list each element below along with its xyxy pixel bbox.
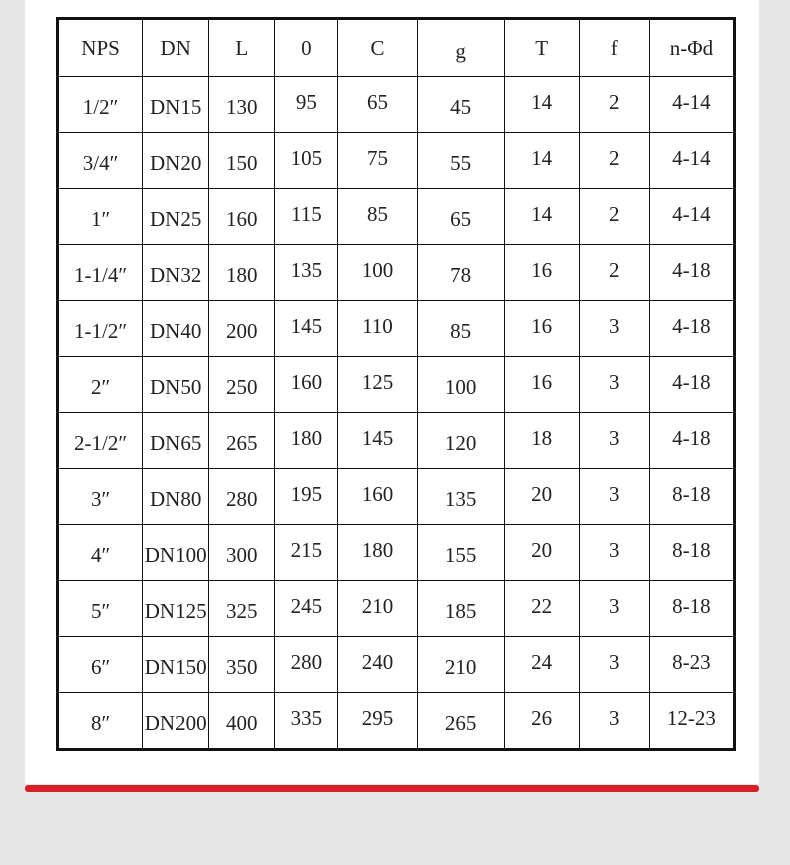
cell-value: 2 <box>609 202 620 226</box>
cell-value: 8-18 <box>672 594 711 618</box>
header-o: 0 <box>275 19 338 77</box>
cell-t <box>504 693 579 750</box>
cell-nps <box>58 413 143 469</box>
cell-value: 8-18 <box>672 482 711 506</box>
cell-dn <box>143 637 209 693</box>
cell-c <box>338 133 417 189</box>
cell-c <box>338 301 417 357</box>
cell-f <box>579 525 649 581</box>
cell-value: 120 <box>444 431 477 455</box>
cell-value: 22 <box>531 594 553 618</box>
cell-f <box>579 357 649 413</box>
cell-t <box>504 133 579 189</box>
cell-value: 180 <box>290 426 323 450</box>
cell-value: DN32 <box>150 263 202 287</box>
cell-n-phi-d <box>649 469 734 525</box>
cell-f <box>579 133 649 189</box>
cell-n-phi-d <box>649 581 734 637</box>
cell-n-phi-d <box>649 413 734 469</box>
cell-value: 14 <box>531 202 553 226</box>
cell-value: 4-18 <box>672 370 711 394</box>
cell-value: 85 <box>366 202 388 226</box>
header-c: C <box>338 19 417 77</box>
cell-c <box>338 693 417 750</box>
cell-nps <box>58 581 143 637</box>
cell-value: 210 <box>361 594 394 618</box>
cell-nps <box>58 637 143 693</box>
cell-dn <box>143 245 209 301</box>
cell-value: DN65 <box>150 431 202 455</box>
cell-o <box>275 525 338 581</box>
cell-l <box>209 581 275 637</box>
cell-c <box>338 581 417 637</box>
table-row <box>58 525 735 581</box>
cell-value: 4-18 <box>672 258 711 282</box>
cell-value: 78 <box>450 263 472 287</box>
cell-value: 280 <box>226 487 258 511</box>
cell-value: 1-1/2″ <box>74 319 128 343</box>
cell-c <box>338 413 417 469</box>
cell-f <box>579 77 649 133</box>
table-row <box>58 469 735 525</box>
cell-value: 145 <box>361 426 394 450</box>
cell-f <box>579 413 649 469</box>
cell-dn <box>143 469 209 525</box>
cell-n-phi-d <box>649 301 734 357</box>
cell-n-phi-d <box>649 189 734 245</box>
cell-nps <box>58 357 143 413</box>
cell-g <box>417 525 504 581</box>
cell-value: 2 <box>609 90 620 114</box>
cell-g <box>417 357 504 413</box>
cell-l <box>209 133 275 189</box>
cell-g <box>417 301 504 357</box>
header-row <box>58 19 735 77</box>
cell-l <box>209 77 275 133</box>
cell-value: DN15 <box>150 95 202 119</box>
table-row <box>58 301 735 357</box>
header-l: L <box>209 19 275 77</box>
cell-value: 1″ <box>90 207 111 231</box>
header-nps: NPS <box>58 19 143 77</box>
cell-nps <box>58 77 143 133</box>
cell-value: 180 <box>361 538 394 562</box>
cell-value: 3/4″ <box>82 151 119 175</box>
cell-dn <box>143 693 209 750</box>
cell-value: 160 <box>290 370 323 394</box>
cell-value: 2 <box>609 146 620 170</box>
cell-value: 3 <box>609 370 620 394</box>
cell-o <box>275 413 338 469</box>
header-g: g <box>417 22 504 80</box>
cell-value: 350 <box>226 655 258 679</box>
cell-o <box>275 133 338 189</box>
cell-t <box>504 637 579 693</box>
cell-value: 14 <box>531 146 553 170</box>
cell-t <box>504 301 579 357</box>
cell-g <box>417 693 504 750</box>
cell-value: 215 <box>290 538 323 562</box>
cell-dn <box>143 301 209 357</box>
cell-value: 280 <box>290 650 323 674</box>
cell-value: 8″ <box>90 711 111 735</box>
table-row <box>58 581 735 637</box>
accent-divider <box>25 785 759 792</box>
cell-value: DN100 <box>144 543 207 567</box>
cell-value: 1/2″ <box>82 95 119 119</box>
cell-value: 3 <box>609 314 620 338</box>
cell-value: 125 <box>361 370 394 394</box>
cell-nps <box>58 245 143 301</box>
cell-t <box>504 357 579 413</box>
cell-g <box>417 637 504 693</box>
cell-n-phi-d <box>649 245 734 301</box>
cell-l <box>209 693 275 750</box>
cell-f <box>579 189 649 245</box>
cell-f <box>579 637 649 693</box>
cell-o <box>275 469 338 525</box>
cell-n-phi-d <box>649 525 734 581</box>
table-row <box>58 413 735 469</box>
cell-value: DN25 <box>150 207 202 231</box>
cell-c <box>338 189 417 245</box>
cell-nps <box>58 469 143 525</box>
cell-c <box>338 245 417 301</box>
cell-value: 2″ <box>90 375 111 399</box>
cell-value: DN50 <box>150 375 202 399</box>
cell-value: 250 <box>226 375 258 399</box>
cell-value: 65 <box>450 207 472 231</box>
cell-c <box>338 525 417 581</box>
cell-dn <box>143 357 209 413</box>
cell-value: 2-1/2″ <box>74 431 128 455</box>
cell-value: 18 <box>531 426 553 450</box>
cell-o <box>275 77 338 133</box>
cell-value: 135 <box>444 487 477 511</box>
cell-value: DN80 <box>150 487 202 511</box>
cell-value: 16 <box>531 370 553 394</box>
cell-t <box>504 245 579 301</box>
cell-n-phi-d <box>649 133 734 189</box>
cell-nps <box>58 693 143 750</box>
cell-value: 14 <box>531 90 553 114</box>
cell-value: 325 <box>226 599 258 623</box>
cell-value: 16 <box>531 314 553 338</box>
table-body <box>58 77 735 750</box>
cell-t <box>504 525 579 581</box>
cell-dn <box>143 77 209 133</box>
content-panel <box>25 0 759 784</box>
table-row <box>58 245 735 301</box>
cell-value: 20 <box>531 538 553 562</box>
cell-value: 160 <box>226 207 258 231</box>
cell-value: 300 <box>226 543 258 567</box>
table-row <box>58 77 735 133</box>
cell-value: 295 <box>361 706 394 730</box>
cell-n-phi-d <box>649 693 734 750</box>
cell-g <box>417 581 504 637</box>
cell-value: 75 <box>366 146 388 170</box>
cell-g <box>417 77 504 133</box>
cell-f <box>579 693 649 750</box>
table-row <box>58 693 735 750</box>
cell-o <box>275 581 338 637</box>
cell-o <box>275 637 338 693</box>
cell-value: 400 <box>226 711 258 735</box>
cell-c <box>338 357 417 413</box>
cell-value: 150 <box>226 151 258 175</box>
cell-f <box>579 245 649 301</box>
cell-value: 105 <box>290 146 323 170</box>
cell-c <box>338 77 417 133</box>
cell-value: DN125 <box>144 599 207 623</box>
cell-value: 4-14 <box>672 202 711 226</box>
table-header <box>58 19 735 77</box>
cell-value: DN20 <box>150 151 202 175</box>
cell-value: 5″ <box>90 599 111 623</box>
cell-dn <box>143 189 209 245</box>
cell-value: 3″ <box>90 487 111 511</box>
cell-f <box>579 301 649 357</box>
cell-value: 335 <box>290 706 323 730</box>
cell-value: 16 <box>531 258 553 282</box>
cell-value: 2 <box>609 258 620 282</box>
cell-g <box>417 189 504 245</box>
cell-l <box>209 357 275 413</box>
cell-value: 160 <box>361 482 394 506</box>
cell-value: 210 <box>444 655 477 679</box>
cell-value: 3 <box>609 706 620 730</box>
cell-n-phi-d <box>649 77 734 133</box>
cell-value: DN40 <box>150 319 202 343</box>
cell-l <box>209 469 275 525</box>
cell-value: 1-1/4″ <box>74 263 128 287</box>
cell-g <box>417 413 504 469</box>
cell-value: 245 <box>290 594 323 618</box>
table-row <box>58 189 735 245</box>
cell-g <box>417 133 504 189</box>
cell-value: 26 <box>531 706 553 730</box>
cell-value: 265 <box>444 711 477 735</box>
cell-o <box>275 189 338 245</box>
cell-nps <box>58 133 143 189</box>
header-f: f <box>579 19 649 77</box>
cell-value: 135 <box>290 258 323 282</box>
cell-value: 95 <box>295 90 317 114</box>
header-t: T <box>504 19 579 77</box>
cell-t <box>504 581 579 637</box>
cell-c <box>338 637 417 693</box>
cell-value: 265 <box>226 431 258 455</box>
cell-value: 4″ <box>90 543 111 567</box>
cell-t <box>504 413 579 469</box>
cell-value: 4-18 <box>672 426 711 450</box>
cell-dn <box>143 133 209 189</box>
cell-value: 130 <box>226 95 258 119</box>
cell-l <box>209 301 275 357</box>
cell-value: 55 <box>450 151 472 175</box>
dimension-table <box>56 17 736 751</box>
cell-value: 4-14 <box>672 146 711 170</box>
cell-value: 12-23 <box>666 706 716 730</box>
cell-nps <box>58 189 143 245</box>
cell-l <box>209 189 275 245</box>
cell-l <box>209 637 275 693</box>
cell-value: 3 <box>609 426 620 450</box>
cell-value: 180 <box>226 263 258 287</box>
cell-t <box>504 77 579 133</box>
cell-value: 3 <box>609 650 620 674</box>
cell-nps <box>58 301 143 357</box>
table-row <box>58 357 735 413</box>
cell-value: 115 <box>290 202 322 226</box>
cell-l <box>209 245 275 301</box>
cell-dn <box>143 525 209 581</box>
cell-f <box>579 581 649 637</box>
cell-value: 3 <box>609 482 620 506</box>
cell-value: 145 <box>290 314 323 338</box>
cell-nps <box>58 525 143 581</box>
cell-dn <box>143 413 209 469</box>
table-row <box>58 637 735 693</box>
cell-g <box>417 245 504 301</box>
cell-value: 8-23 <box>672 650 711 674</box>
cell-value: 4-14 <box>672 90 711 114</box>
cell-o <box>275 693 338 750</box>
cell-l <box>209 525 275 581</box>
cell-value: 3 <box>609 538 620 562</box>
cell-value: 240 <box>361 650 394 674</box>
cell-value: 185 <box>444 599 477 623</box>
cell-t <box>504 469 579 525</box>
cell-value: 8-18 <box>672 538 711 562</box>
cell-o <box>275 357 338 413</box>
cell-value: 200 <box>226 319 258 343</box>
cell-value: 20 <box>531 482 553 506</box>
cell-value: 195 <box>290 482 323 506</box>
cell-value: 3 <box>609 594 620 618</box>
cell-o <box>275 301 338 357</box>
cell-dn <box>143 581 209 637</box>
cell-value: 155 <box>444 543 477 567</box>
cell-n-phi-d <box>649 357 734 413</box>
cell-value: 45 <box>450 95 472 119</box>
cell-t <box>504 189 579 245</box>
cell-value: 4-18 <box>672 314 711 338</box>
cell-value: 100 <box>361 258 394 282</box>
cell-value: 24 <box>531 650 553 674</box>
cell-value: DN200 <box>144 711 207 735</box>
cell-n-phi-d <box>649 637 734 693</box>
cell-value: 65 <box>366 90 388 114</box>
header-dn: DN <box>143 19 209 77</box>
table-row <box>58 133 735 189</box>
cell-value: 85 <box>450 319 472 343</box>
cell-value: 110 <box>362 314 393 338</box>
cell-l <box>209 413 275 469</box>
cell-value: DN150 <box>144 655 207 679</box>
header-n-phi-d: n-Φd <box>649 19 734 77</box>
cell-value: 100 <box>444 375 477 399</box>
cell-f <box>579 469 649 525</box>
cell-value: 6″ <box>90 655 111 679</box>
cell-g <box>417 469 504 525</box>
cell-o <box>275 245 338 301</box>
cell-c <box>338 469 417 525</box>
